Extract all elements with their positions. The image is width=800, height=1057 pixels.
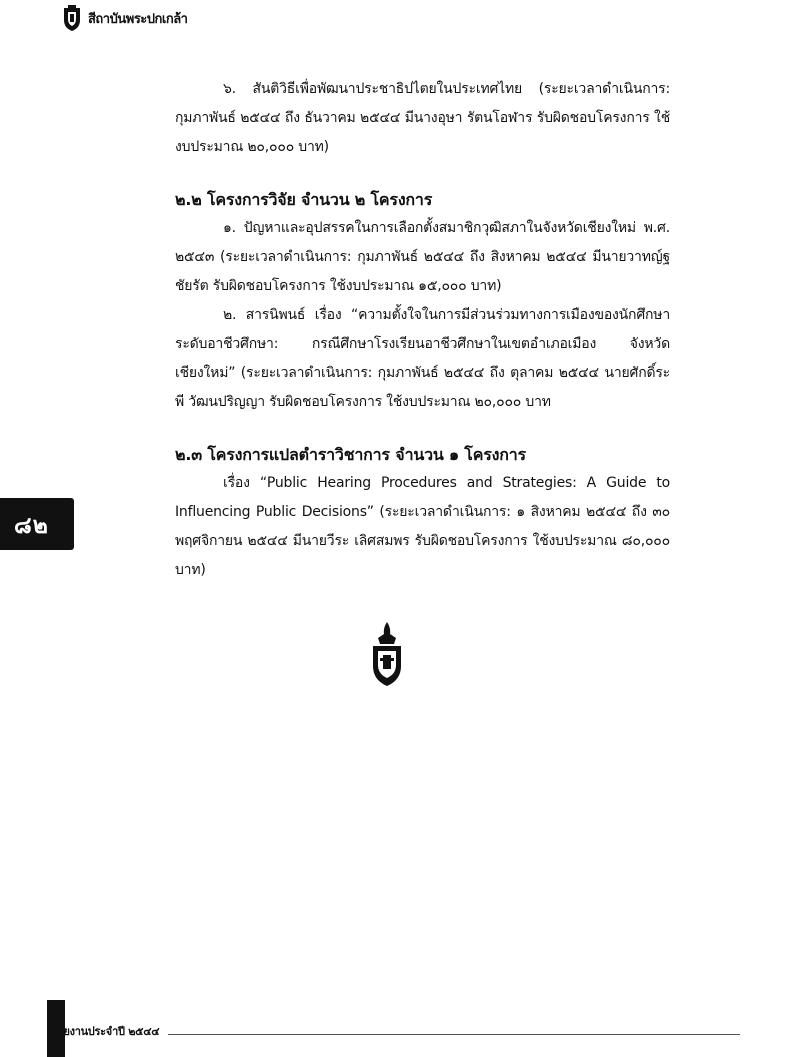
footer-label: รายงานประจำปี ๒๕๔๔: [52, 1025, 160, 1038]
royal-emblem-icon: [368, 620, 406, 688]
header-title: สีถาบันพระปกเกล้า: [88, 12, 188, 27]
document-body: [175, 75, 670, 585]
institute-crest-icon: [62, 4, 82, 32]
footer-rule: [168, 1034, 740, 1035]
section-2-3-heading: ๒.๓ โครงการแปลตำราวิชาการ จำนวน ๑ โครงการ: [175, 445, 526, 464]
page-number: ๘๒: [14, 513, 49, 539]
research-item-2: ๒. สารนิพนธ์ เรื่อง “ความตั้งใจในการมีส่วนร่วมทางการเมืองของนักศึกษาระดับอาชีวศึกษา: กรณีศึกษาโรงเรียนอาชีวศึกษาในเขตอำเภอเมือง จังหวัดเชียงใหม่” (ระยะเวลาดำเนินการ: กุมภาพันธ์ ๒๕๔๔ ถึง ตุลาคม ๒๕๔๔ นายศักดิ์ระพี วัฒนปริญญา รับผิดชอบโครงการ ใช้งบประมาณ ๒๐,๐๐๐ บาท: [175, 307, 670, 410]
translation-item: เรื่อง “Public Hearing Procedures and Strategies: A Guide to Influencing Public Decisions” (ระยะเวลาดำเนินการ: ๑ สิงหาคม ๒๕๔๔ ถึง ๓๐ พฤศจิกายน ๒๕๔๔ มีนายวีระ เลิศสมพร รับผิดชอบโครงการ ใช้งบประมาณ ๘๐,๐๐๐ บาท): [175, 475, 670, 578]
research-item-1: ๑. ปัญหาและอุปสรรคในการเลือกตั้งสมาชิกวุฒิสภาในจังหวัดเชียงใหม่ พ.ศ. ๒๕๔๓ (ระยะเวลาดำเนินการ: กุมภาพันธ์ ๒๕๔๔ ถึง สิงหาคม ๒๕๔๔ มีนายวาทญ์ฐ ชัยรัต รับผิดชอบโครงการ ใช้งบประมาณ ๑๕,๐๐๐ บาท): [175, 220, 670, 294]
section-2-2-heading: ๒.๒ โครงการวิจัย จำนวน ๒ โครงการ: [175, 190, 433, 209]
item-6-paragraph: ๖. สันติวิธีเพื่อพัฒนาประชาธิปไตยในประเทศไทย (ระยะเวลาดำเนินการ: กุมภาพันธ์ ๒๕๔๔ ถึง ธันวาคม ๒๕๔๔ มีนางอุษา รัตนโอฬาร รับผิดชอบโครงการ ใช้งบประมาณ ๒๐,๐๐๐ บาท): [175, 81, 670, 155]
page-number-tab: [0, 498, 74, 550]
